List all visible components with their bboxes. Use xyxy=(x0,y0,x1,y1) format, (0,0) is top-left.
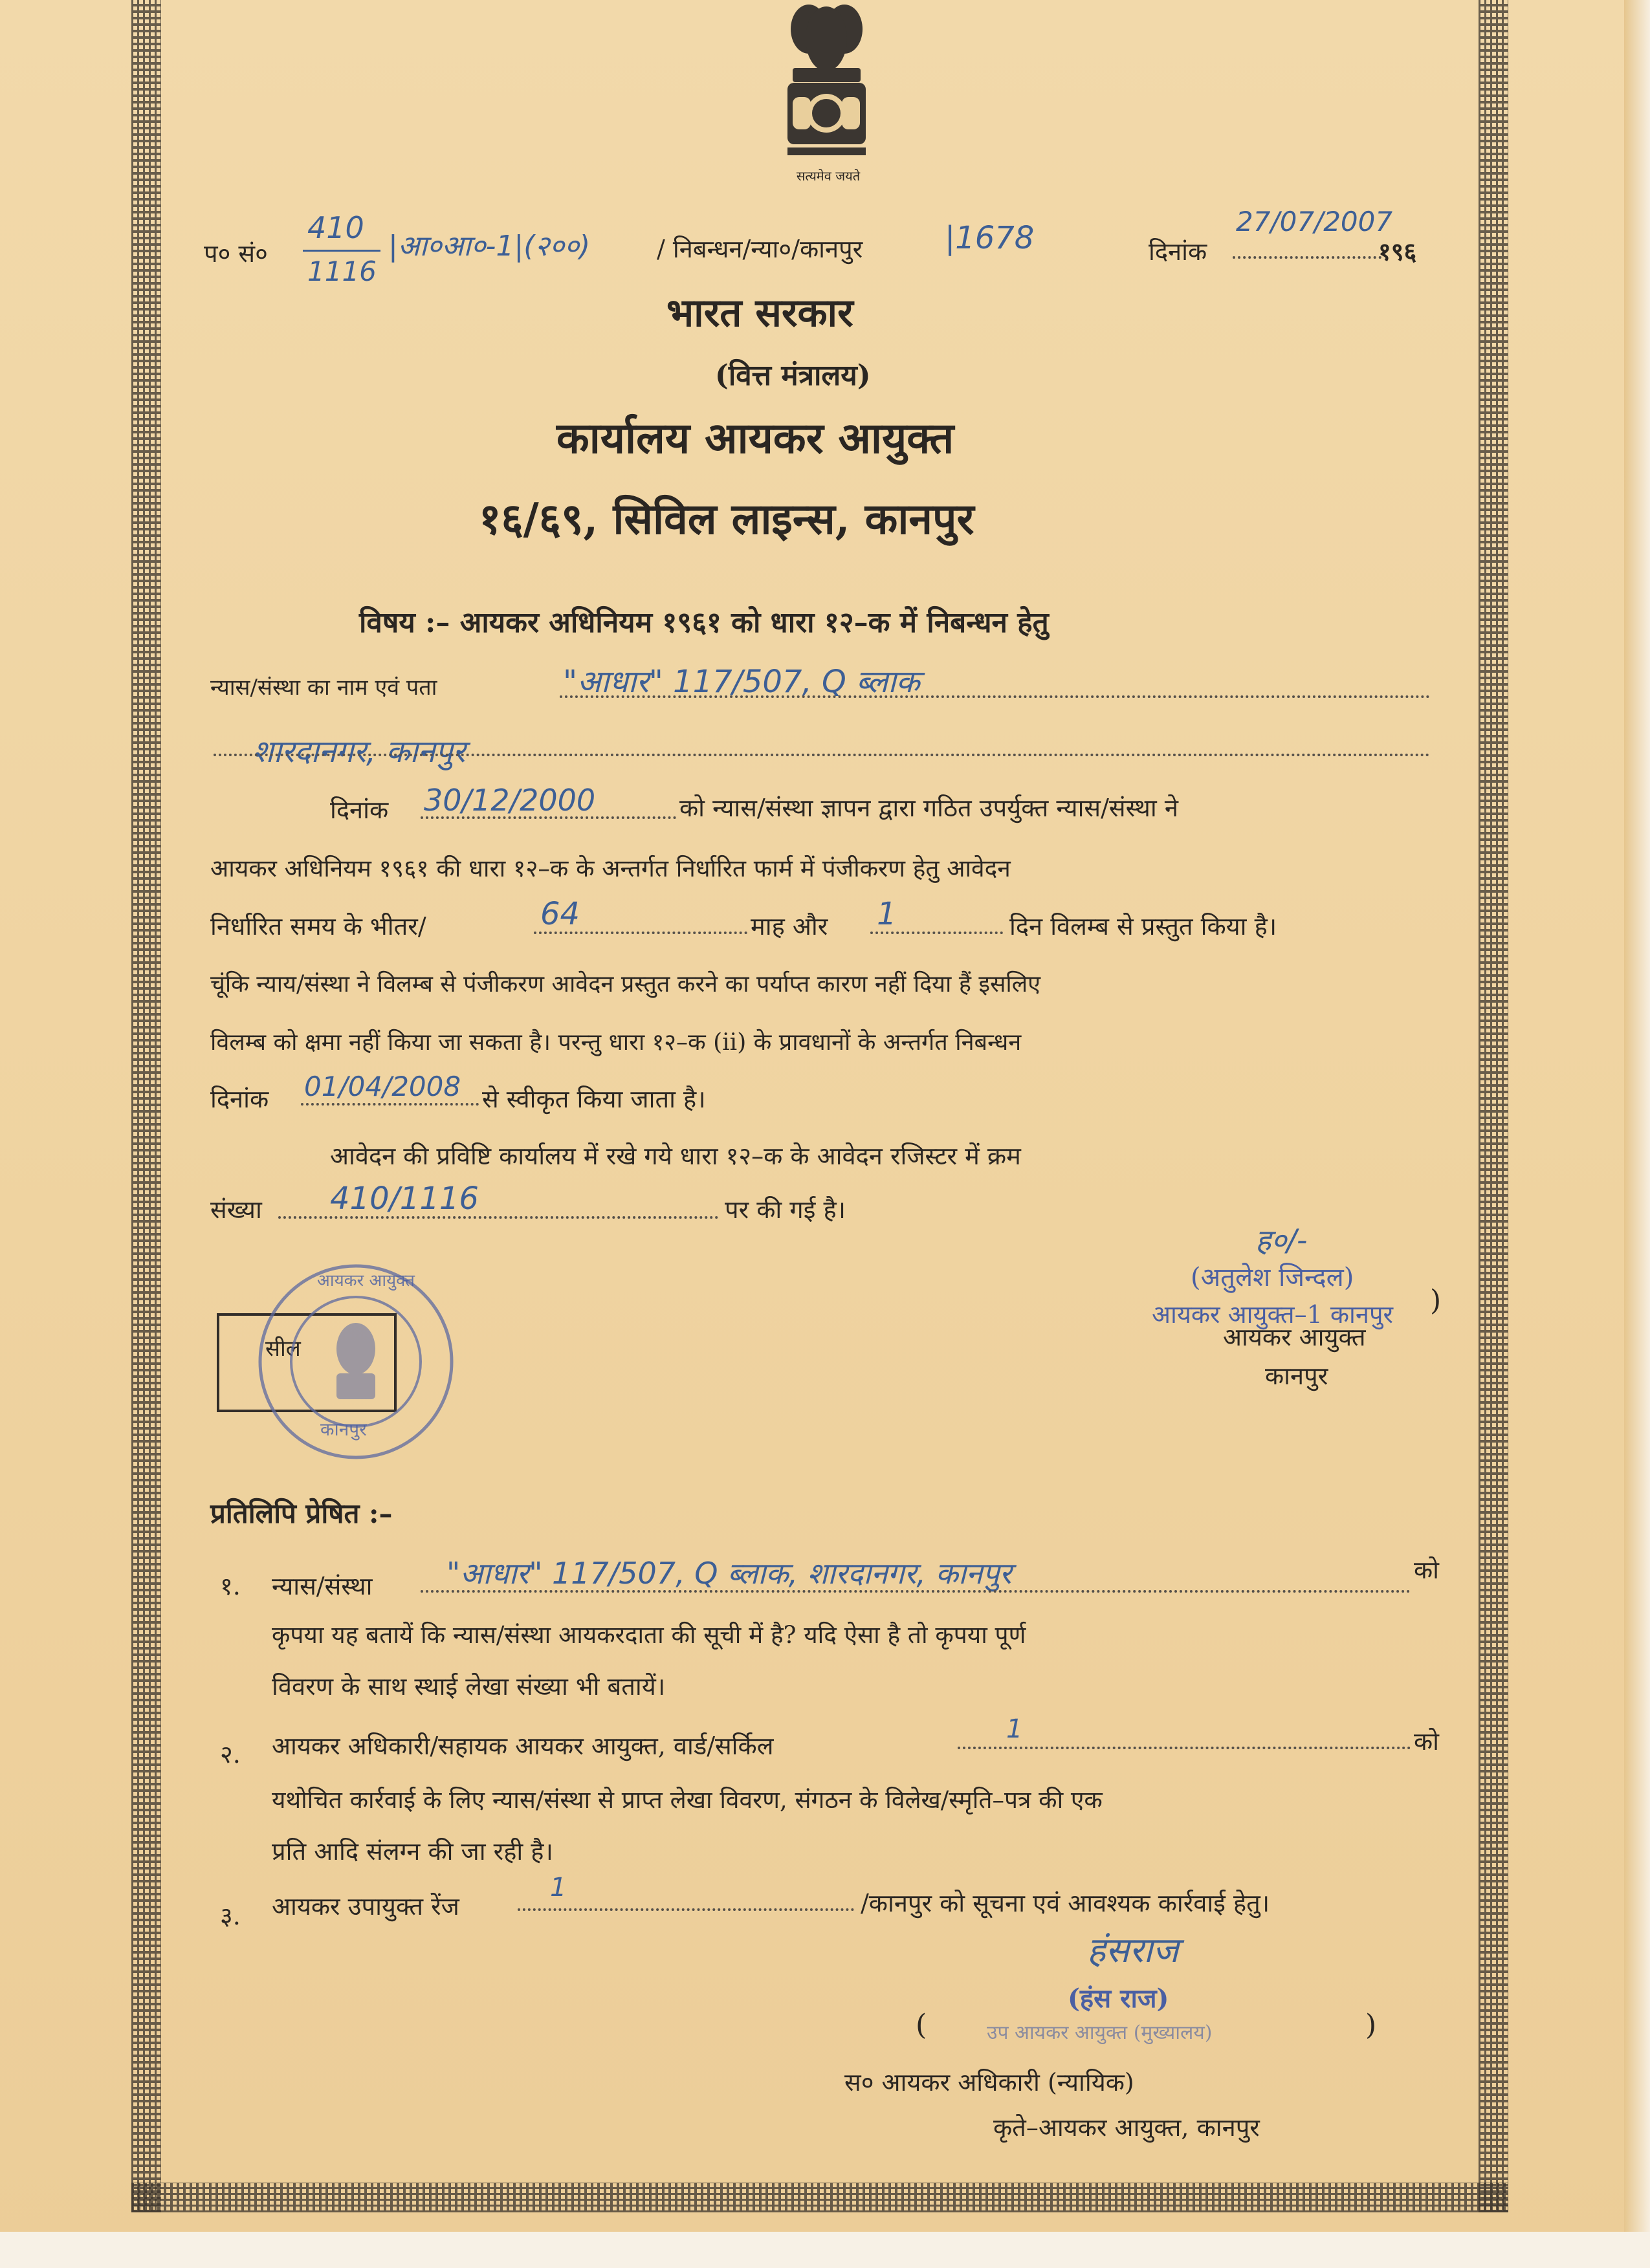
scan-bottom-strip xyxy=(0,2232,1650,2268)
copy3-label: आयकर उपायुक्त रेंज xyxy=(272,1892,459,1921)
copy3-rest: /कानपुर को सूचना एवं आवश्यक कार्रवाई हेतु। xyxy=(861,1889,1270,1917)
p1-reg-date-dots xyxy=(301,1103,479,1106)
ref-number-bottom: 1116 xyxy=(307,256,377,287)
p1-date-label: दिनांक xyxy=(330,796,389,824)
title-address: १६/६९, सिविल लाइन्स, कानपुर xyxy=(479,494,974,544)
p2-line1: आवेदन की प्रविष्टि कार्यालय में रखे गये धारा १२–क के आवेदन रजिस्टर में क्रम xyxy=(330,1142,1021,1170)
paper-edge xyxy=(1624,0,1650,2268)
date-value: 27/07/2007 xyxy=(1236,206,1393,237)
title-office: कार्यालय आयकर आयुक्त xyxy=(556,413,954,463)
copy2-dots xyxy=(958,1747,1411,1749)
trust-dotted-line-2 xyxy=(214,754,1430,756)
p1-date-dots xyxy=(421,816,676,819)
copy3-num: ३. xyxy=(220,1902,241,1930)
copy1-dots xyxy=(421,1590,1411,1593)
sig1-print-city: कानपुर xyxy=(1265,1362,1328,1390)
ref-prefix: प० सं० xyxy=(204,239,268,268)
p1-line4: चूंकि न्याय/संस्था ने विलम्ब से पंजीकरण आवेदन प्रस्तुत करने का पर्याप्त कारण नहीं दिया हैं इसलिए xyxy=(210,971,1041,998)
seal-label: सील xyxy=(265,1336,301,1362)
sig2-stamp-title: उप आयकर आयुक्त (मुख्यालय) xyxy=(987,2022,1213,2044)
ornamental-border-bottom xyxy=(131,2183,1508,2212)
sig1-signature: ह०/- xyxy=(1255,1223,1308,1258)
trust-name-hand: "आधार" 117/507, Q ब्लाक xyxy=(563,664,920,700)
p1-months-dots xyxy=(534,932,747,934)
ref-print-part: / निबन्धन/न्या०/कानपुर xyxy=(657,235,863,263)
title-government: भारत सरकार xyxy=(666,290,853,336)
trust-address-hand: शारदानगर, कानपुर xyxy=(252,734,466,770)
p1-line5: विलम्ब को क्षमा नहीं किया जा सकता है। परन्तु धारा १२–क (ii) के प्रावधानों के अन्तर्गत निबन्धन xyxy=(210,1029,1022,1056)
sig1-bracket-close: ) xyxy=(1430,1284,1442,1317)
p1-line3-a: निर्धारित समय के भीतर/ xyxy=(210,912,426,941)
date-dotted-line xyxy=(1233,256,1381,259)
copy1-label: न्यास/संस्था xyxy=(272,1572,373,1600)
copy1-line3: विवरण के साथ स्थाई लेखा संख्या भी बतायें। xyxy=(272,1672,666,1701)
copy1-trust-hand: "आधार" 117/507, Q ब्लाक, शारदानगर, कानपुर xyxy=(446,1556,1012,1591)
p1-line3-b: माह और xyxy=(751,912,828,941)
sig1-stamp-name: (अतुलेश जिन्दल) xyxy=(1191,1263,1354,1292)
copies-heading: प्रतिलिपि प्रेषित :– xyxy=(210,1498,393,1529)
sig2-bracket-close: ) xyxy=(1365,2009,1377,2042)
p1-line1-rest: को न्यास/संस्था ज्ञापन द्वारा गठित उपर्युक्त न्यास/संस्था ने xyxy=(679,794,1178,822)
ornamental-border-right xyxy=(1479,0,1508,2212)
copy2-to: को xyxy=(1414,1727,1440,1756)
copy1-num: १. xyxy=(220,1572,241,1600)
ref-fraction-line xyxy=(303,250,380,252)
ref-hand-end: |1678 xyxy=(945,220,1035,256)
copy2-line3: प्रति आदि संलग्न की जा रही है। xyxy=(272,1837,553,1866)
copy3-range-hand: 1 xyxy=(550,1873,567,1903)
title-ministry: (वित्त मंत्रालय) xyxy=(715,359,871,392)
sig1-print-title: आयकर आयुक्त xyxy=(1223,1323,1366,1351)
p1-line6-a: दिनांक xyxy=(210,1085,269,1113)
copy2-label: आयकर अधिकारी/सहायक आयकर आयुक्त, वार्ड/सर्किल xyxy=(272,1732,774,1760)
emblem-motto: सत्यमेव जयते xyxy=(796,168,861,184)
p1-months-hand: 64 xyxy=(540,896,580,932)
national-emblem-icon xyxy=(773,0,880,178)
sig2-print-line2: कृते–आयकर आयुक्त, कानपुर xyxy=(993,2113,1260,2142)
sig2-signature: हंसराज xyxy=(1087,1930,1179,1970)
trust-dotted-line-1 xyxy=(560,695,1430,698)
p2-serial-dots xyxy=(278,1216,718,1219)
p1-days-dots xyxy=(870,932,1003,934)
sig2-print-line1: स० आयकर अधिकारी (न्यायिक) xyxy=(844,2068,1134,2097)
sig2-bracket-open: ( xyxy=(916,2009,927,2042)
sig1-stamp-title: आयकर आयुक्त–1 कानपुर xyxy=(1152,1300,1394,1329)
p1-date-hand: 30/12/2000 xyxy=(424,783,596,818)
ref-hand-middle: |आ०आ०-1|(२००) xyxy=(388,230,591,263)
date-label: दिनांक xyxy=(1149,237,1207,266)
seal-ring-bottom: कानपुर xyxy=(320,1419,367,1440)
p1-line2: आयकर अधिनियम १९६१ की धारा १२–क के अन्तर्गत निर्धारित फार्म में पंजीकरण हेतु आवेदन xyxy=(210,855,1011,882)
p2-line2-b: पर की गई है। xyxy=(725,1195,846,1224)
seal-ring-top: आयकर आयुक्त xyxy=(317,1271,415,1291)
ornamental-border-left xyxy=(131,0,161,2212)
copy1-to: को xyxy=(1414,1556,1440,1584)
sig2-stamp-name: (हंस राज) xyxy=(1068,1983,1169,2014)
copy2-ward-hand: 1 xyxy=(1006,1714,1023,1744)
p1-line6-b: से स्वीकृत किया जाता है। xyxy=(482,1085,706,1113)
trust-label: न्यास/संस्था का नाम एवं पता xyxy=(210,675,437,701)
p1-line3-c: दिन विलम्ब से प्रस्तुत किया है। xyxy=(1009,912,1277,941)
p2-serial-hand: 410/1116 xyxy=(330,1181,479,1217)
p1-reg-date-hand: 01/04/2008 xyxy=(304,1071,461,1102)
ref-number-top: 410 xyxy=(307,210,364,245)
copy2-line2: यथोचित कार्रवाई के लिए न्यास/संस्था से प्राप्त लेखा विवरण, संगठन के विलेख/स्मृति–पत्र की एक xyxy=(272,1786,1103,1814)
copy1-line2: कृपया यह बतायें कि न्यास/संस्था आयकरदाता की सूची में है? यदि ऐसा है तो कृपया पूर्ण xyxy=(272,1621,1026,1649)
copy2-num: २. xyxy=(220,1740,241,1769)
subject-line: विषय :– आयकर अधिनियम १९६१ को धारा १२–क में निबन्धन हेतु xyxy=(359,606,1049,639)
copy3-dots xyxy=(518,1908,854,1911)
p2-line2-a: संख्या xyxy=(210,1195,262,1224)
date-year-print: १९६ xyxy=(1378,237,1417,266)
p1-days-hand: 1 xyxy=(877,896,897,932)
